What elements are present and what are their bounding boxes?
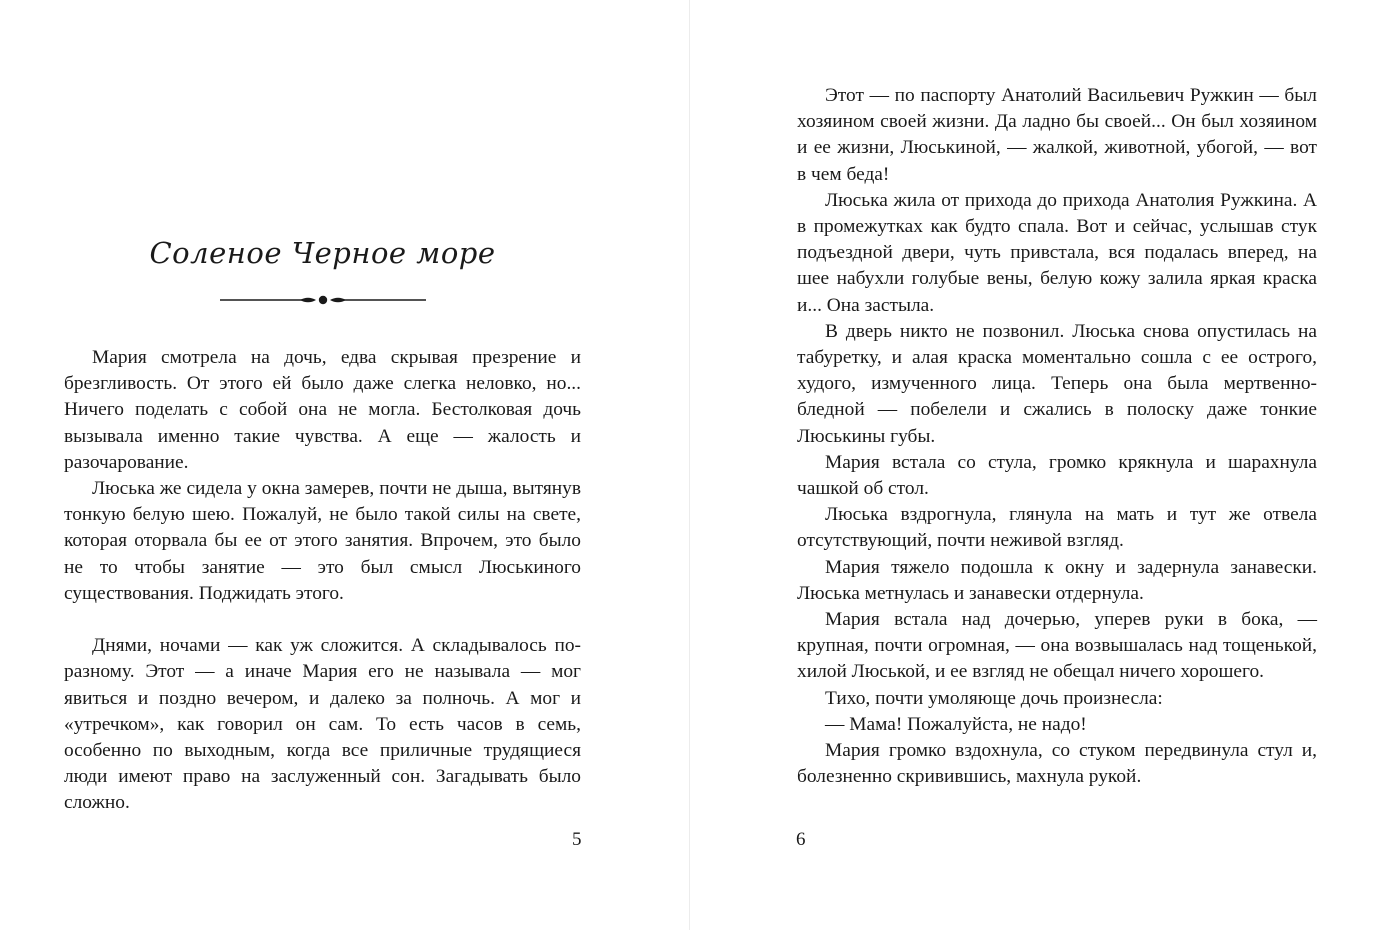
chapter-title: Соленое Черное море — [149, 236, 496, 270]
left-page — [0, 0, 689, 930]
paragraph: Мария встала над дочерью, уперев руки в бока, — крупная, почти огромная, — она возвышалась над тощенькой, хилой Люськой, и ее взгляд не обещал ничего хорошего. — [797, 609, 1317, 683]
paragraph: В дверь никто не позвонил. Люська снова опустилась на табуретку, и алая краска моментально сошла с ее острого, худого, измученного лица. Теперь она была мертвенно-бледной — побелели и сжались в полоску даже тонкие Люськины губы. — [797, 320, 1317, 447]
paragraph: Люська же сидела у окна замерев, почти не дыша, вытянув тонкую белую шею. Пожалуй, не было такой силы на свете, которая оторвала бы ее от этого занятия. Впрочем, это было не то чтобы занятие — это был смысл Люськиного существования. Поджидать этого. — [64, 478, 581, 604]
paragraph: Мария громко вздохнула, со стуком передвинула стул и, болезненно скривившись, махнула рукой. — [797, 740, 1317, 788]
paragraph: Мария встала со стула, громко крякнула и шарахнула чашкой об стол. — [797, 451, 1317, 500]
paragraph: Мария смотрела на дочь, едва скрывая презрение и брезгливость. От этого ей было даже слегка неловко, но... Ничего поделать с собой она не могла. Бестолковая дочь вызывала именно такие чувства. А еще — жалость и разочарование. — [64, 347, 581, 473]
paragraph: — Мама! Пожалуйста, не надо! — [825, 713, 1087, 735]
paragraph: Мария тяжело подошла к окну и задернула занавески. Люська метнулась и занавески отдернула. — [797, 556, 1317, 604]
paragraph: Люська жила от прихода до прихода Анатолия Ружкина. А в промежутках как будто спала. Вот и сейчас, услышав стук подъездной двери, чуть привстала, вся подалась вперед, на шее набухли голубые вены, белую кожу залила яркая краска и... Она застыла. — [797, 189, 1317, 316]
paragraph: Этот — по паспорту Анатолий Васильевич Ружкин — был хозяином своей жизни. Да ладно бы своей... Он был хозяином и ее жизни, Люськиной, — жалкой, животной, убогой, — вот в чем беда! — [797, 85, 1317, 185]
page-number: 5 — [572, 829, 582, 850]
paragraph: Тихо, почти умоляюще дочь произнесла: — [825, 687, 1163, 709]
paragraph: Днями, ночами — как уж сложится. А складывалось по-разному. Этот — а иначе Мария его не называла — мог явиться и поздно вечером, и далеко за полночь. А мог и «утречком», как говорил он сам. То есть часов в семь, особенно по выходным, когда все приличные трудящиеся люди имеют право на заслуженный сон. Загадывать было сложно. — [64, 635, 581, 814]
ornament-divider — [220, 291, 426, 309]
left-page-text — [64, 345, 581, 817]
paragraph: Люська вздрогнула, глянула на мать и тут же отвела отсутствующий, почти неживой взгляд. — [797, 504, 1317, 552]
page-number: 6 — [796, 829, 806, 850]
right-page-text — [797, 83, 1317, 790]
right-page — [690, 0, 1379, 930]
